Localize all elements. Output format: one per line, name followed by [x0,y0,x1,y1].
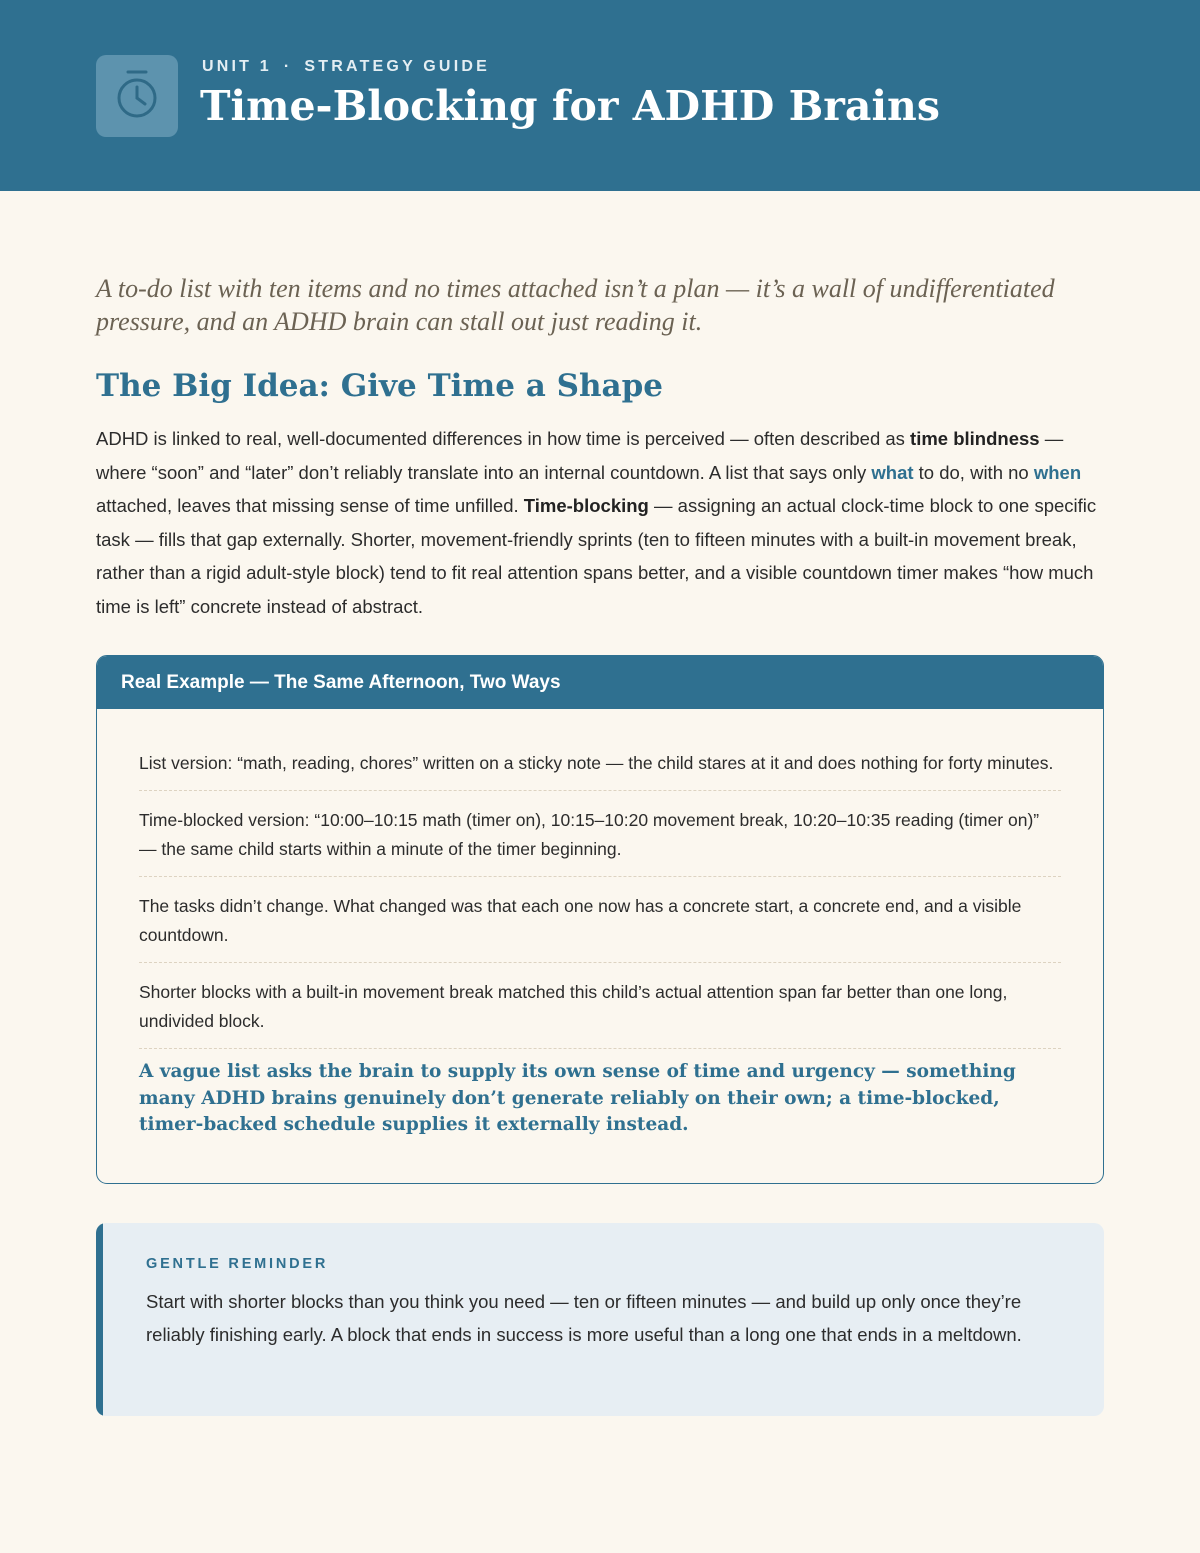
reminder-accent-bar [96,1223,103,1416]
reminder-label: GENTLE REMINDER [146,1256,329,1272]
text-run: ADHD is linked to real, well-documented differences in how time is perceived — often described as [96,428,911,449]
example-item: List version: “math, reading, chores” written on a sticky note — the child stares at it and does nothing for forty minutes. [139,744,1061,791]
term-time-blindness: time blindness [910,428,1040,449]
big-idea-paragraph [96,422,1108,624]
text-run: — assigning an actual clock-time block to one specific task — fills that gap externally. Shorter, movement-friendly sprints (ten to fifteen minutes with a built-in movement break, rather than a rigid adult-style block) tend to fit real attention spans better, and a visible countdown timer makes “how much time is left” concrete instead of abstract. [96,495,1097,617]
lede-quote: A to-do list with ten items and no times attached isn’t a plan — it’s a wall of undifferentiated pressure, and an ADHD brain can stall out just reading it. [96,274,1055,336]
eyebrow [202,58,490,76]
text-run: attached, leaves that missing sense of time unfilled. [96,495,524,517]
page-header [0,0,1200,191]
example-card-heading: Real Example — The Same Afternoon, Two Ways [97,656,1103,709]
example-card-body [97,709,1103,1139]
reminder-text: Start with shorter blocks than you think you need — ten or fifteen minutes — and build up only once they’re reliably finishing early. A block that ends in success is more useful than a long one that ends in a meltdown. [146,1291,1022,1345]
example-item: Shorter blocks with a built-in movement break matched this child’s actual attention span far better than one long, undivided block. [139,973,1061,1049]
term-time-blocking: Time-blocking [523,495,649,517]
stopwatch-icon [96,55,178,137]
eyebrow-separator: · [283,58,293,75]
emphasis-what: what [871,461,914,483]
example-item: The tasks didn’t change. What changed was that each one now has a concrete start, a concrete end, and a visible countdown. [139,887,1061,963]
text-run: — where “soon” and “later” don’t reliably translate into an internal countdown. A list that says only [96,428,1064,483]
example-item: Time-blocked version: “10:00–10:15 math (timer on), 10:15–10:20 movement break, 10:20–10:35 reading (timer on)” — the same child starts within a minute of the timer beginning. [139,801,1061,877]
text-run: to do, with no [913,461,1034,483]
emphasis-when: when [1033,461,1082,483]
section-heading: The Big Idea: Give Time a Shape [96,368,664,404]
gentle-reminder-callout [96,1223,1104,1416]
eyebrow-kind: STRATEGY GUIDE [304,58,490,75]
example-takeaway: A vague list asks the brain to supply its own sense of time and urgency — something many ADHD brains genuinely don’t generate reliably on their own; a time-blocked, timer-backed schedule supplies it externally instead. [139,1061,1016,1135]
page-title: Time-Blocking for ADHD Brains [200,82,940,130]
example-card [96,655,1104,1184]
eyebrow-unit: UNIT 1 [202,58,272,75]
